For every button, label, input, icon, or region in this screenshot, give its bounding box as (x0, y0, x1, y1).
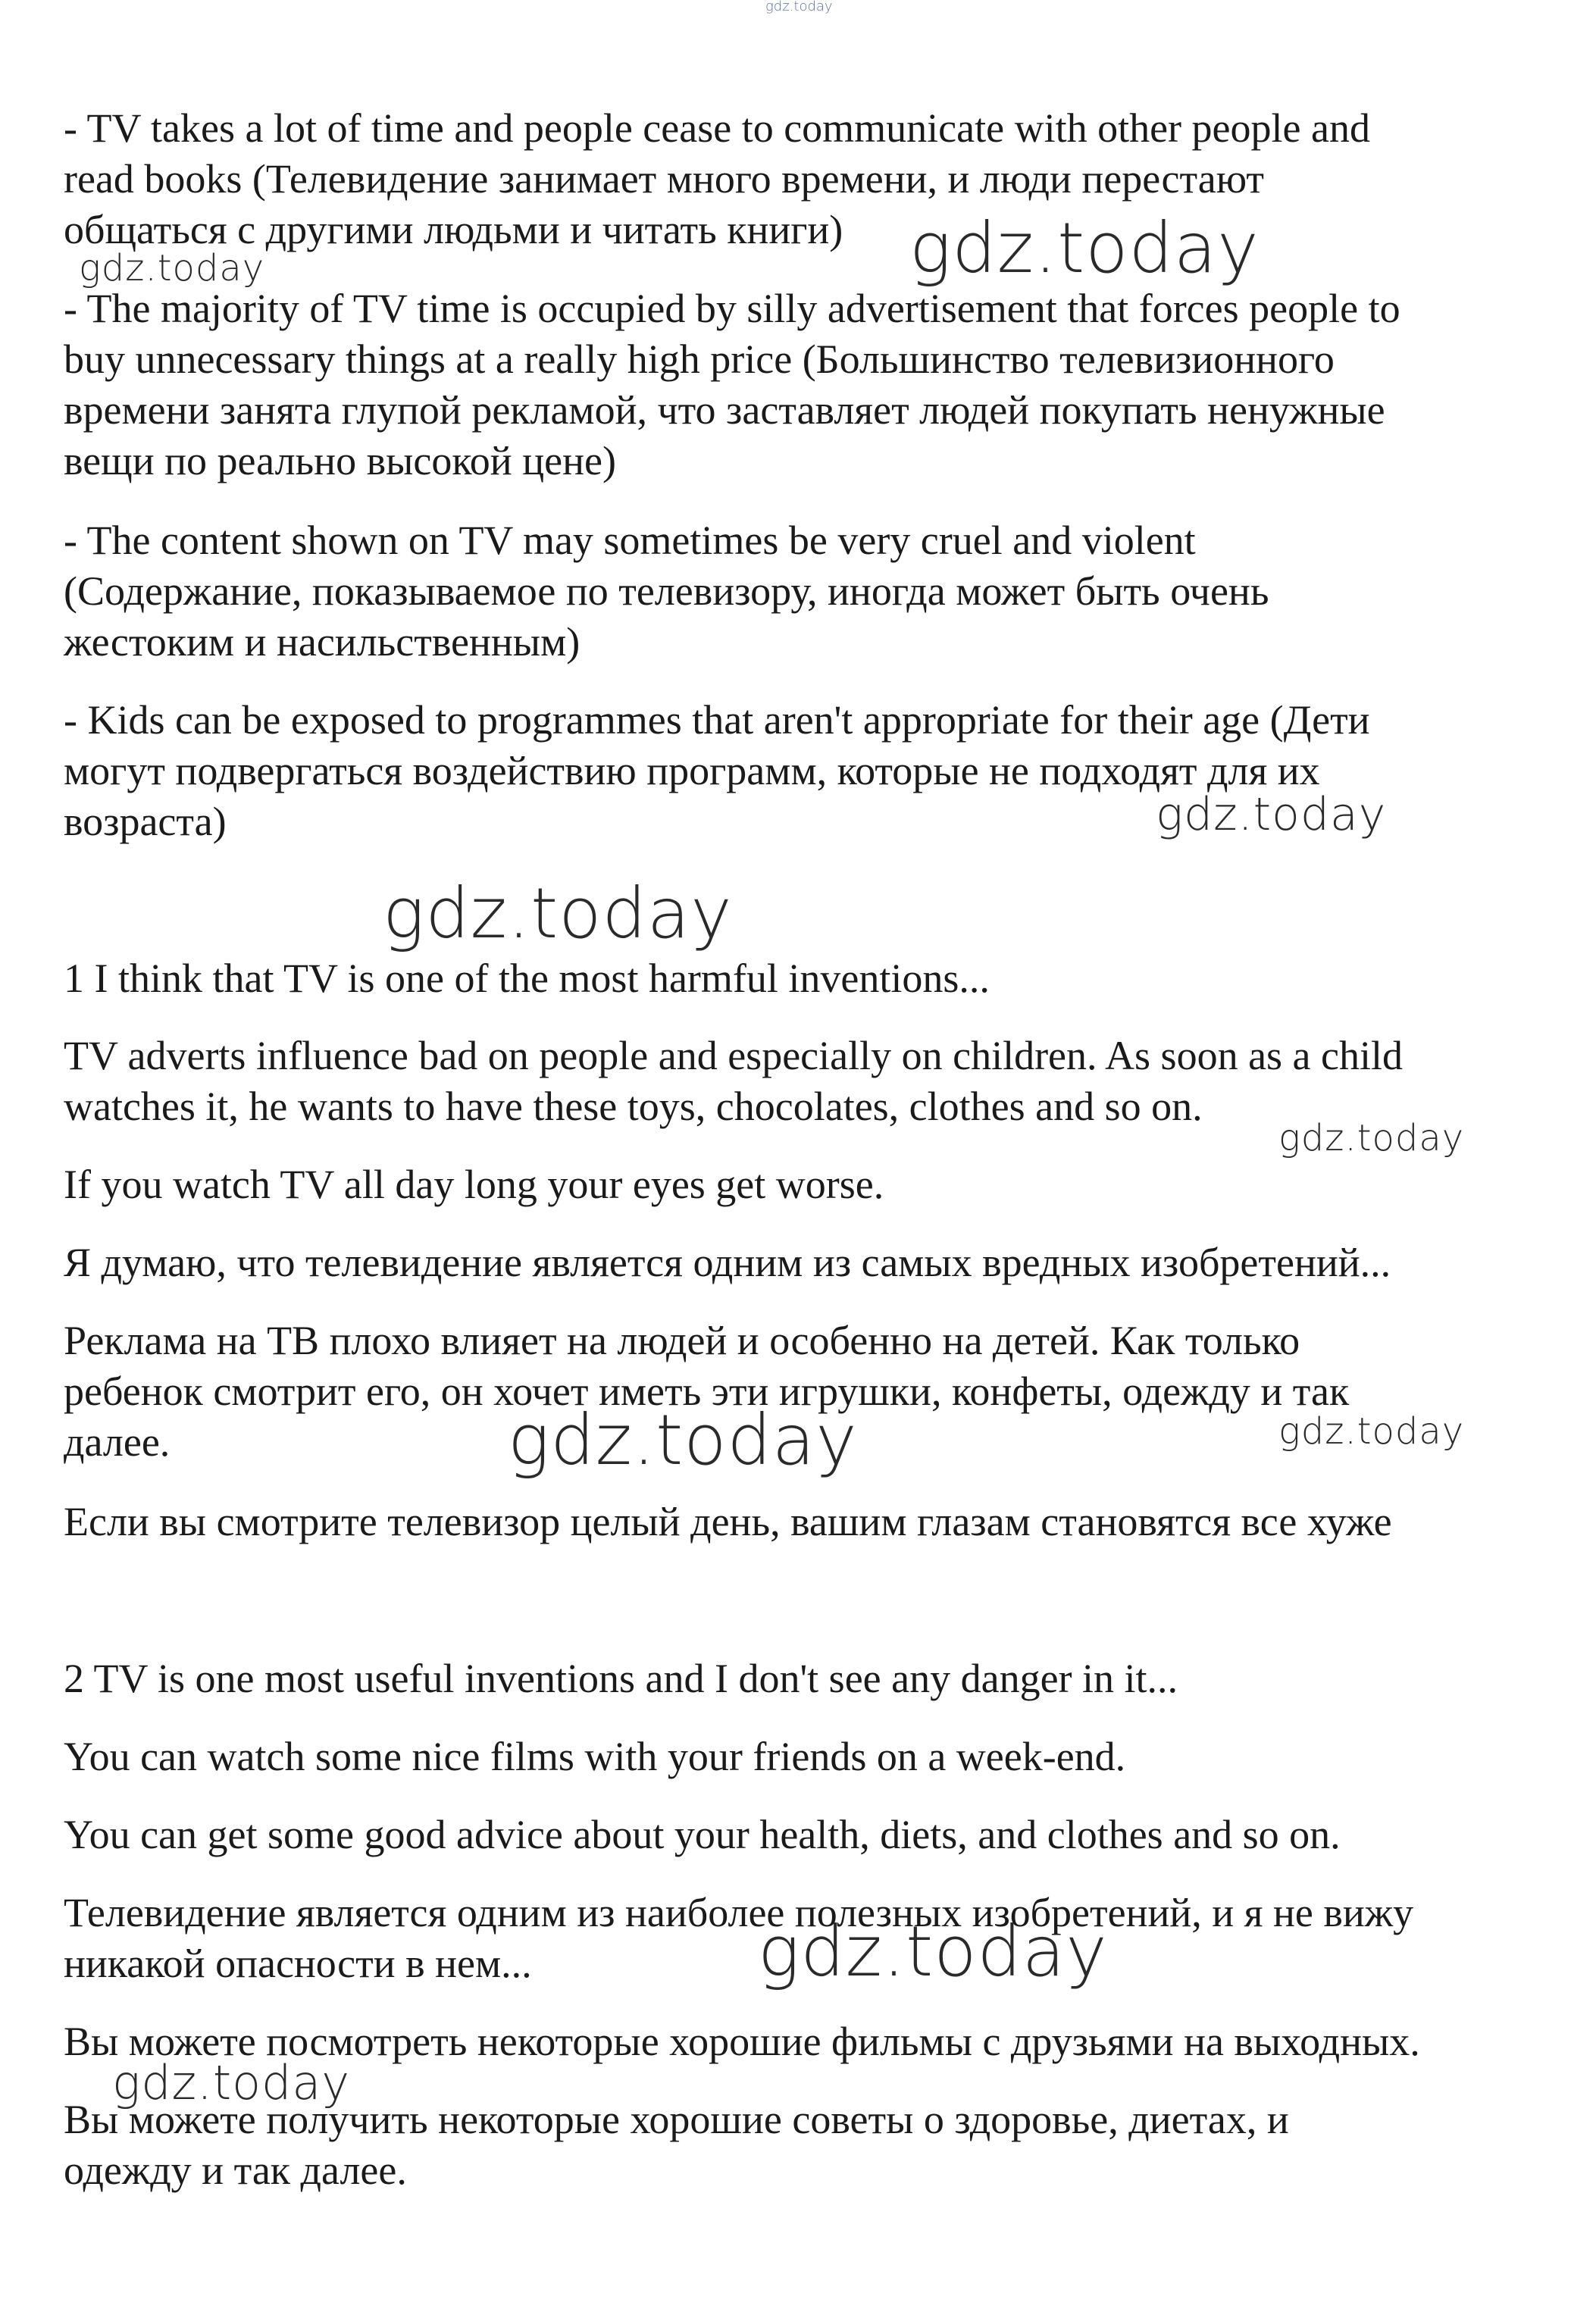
text-line: Телевидение является одним из наиболее полезных изобретений, и я не вижу (64, 1890, 1414, 1935)
text-line: жестоким и насильственным) (64, 619, 581, 665)
text-line: Если вы смотрите телевизор целый день, вашим глазам становятся все хуже (64, 1499, 1392, 1544)
text-line: времени занята глупой рекламой, что заставляет людей покупать ненужные (64, 387, 1385, 433)
text-line: Реклама на ТВ плохо влияет на людей и особенно на детей. Как только (64, 1318, 1300, 1363)
text-line: Вы можете посмотреть некоторые хорошие фильмы с друзьями на выходных. (64, 2019, 1420, 2064)
text-line: buy unnecessary things at a really high price (Большинство телевизионного (64, 336, 1335, 382)
text-line: ребенок смотрит его, он хочет иметь эти игрушки, конфеты, одежду и так (64, 1369, 1350, 1414)
text-line: TV adverts influence bad on people and especially on children. As soon as a child (64, 1033, 1403, 1078)
watermark: gdz.today (79, 247, 265, 289)
text-line: (Содержание, показываемое по телевизору, иногда может быть очень (64, 568, 1269, 614)
watermark: gdz.today (508, 1400, 858, 1481)
text-line: You can watch some nice films with your friends on a week-end. (64, 1734, 1126, 1779)
text-line: никакой опасности в нем... (64, 1941, 532, 1986)
text-line: Я думаю, что телевидение является одним из самых вредных изобретений... (64, 1240, 1391, 1285)
watermark: gdz.today (1278, 1410, 1465, 1453)
text-line: далее. (64, 1419, 171, 1465)
text-line: You can get some good advice about your health, diets, and clothes and so on. (64, 1812, 1341, 1857)
section-heading: 2 TV is one most useful inventions and I don't see any danger in it... (64, 1656, 1178, 1701)
text-line: watches it, he wants to have these toys, chocolates, clothes and so on. (64, 1084, 1203, 1129)
text-line: - The majority of TV time is occupied by silly advertisement that forces people to (64, 286, 1400, 331)
watermark-top: gdz.today (765, 0, 833, 14)
text-line: Вы можете получить некоторые хорошие советы о здоровье, диетах, и (64, 2097, 1289, 2142)
text-line: могут подвергаться воздействию программ, которые не подходят для их (64, 748, 1320, 793)
text-line: read books (Телевидение занимает много времени, и люди перестают (64, 156, 1264, 202)
text-line: - The content shown on TV may sometimes be very cruel and violent (64, 518, 1196, 563)
watermark: gdz.today (1278, 1117, 1465, 1159)
watermark: gdz.today (1156, 788, 1387, 841)
text-line: If you watch TV all day long your eyes get worse. (64, 1162, 884, 1207)
text-line: - TV takes a lot of time and people cease to communicate with other people and (64, 105, 1370, 151)
section-heading: 1 I think that TV is one of the most harmful inventions... (64, 956, 990, 1001)
text-line: одежду и так далее. (64, 2148, 407, 2193)
watermark: gdz.today (758, 1911, 1108, 1992)
text-line: возраста) (64, 799, 227, 844)
text-line: общаться с другими людьми и читать книги) (64, 207, 843, 252)
watermark: gdz.today (112, 2055, 351, 2110)
watermark: gdz.today (909, 208, 1260, 289)
watermark: gdz.today (383, 873, 733, 954)
text-line: вещи по реально высокой цене) (64, 438, 616, 483)
text-line: - Kids can be exposed to programmes that aren't appropriate for their age (Дети (64, 697, 1370, 743)
